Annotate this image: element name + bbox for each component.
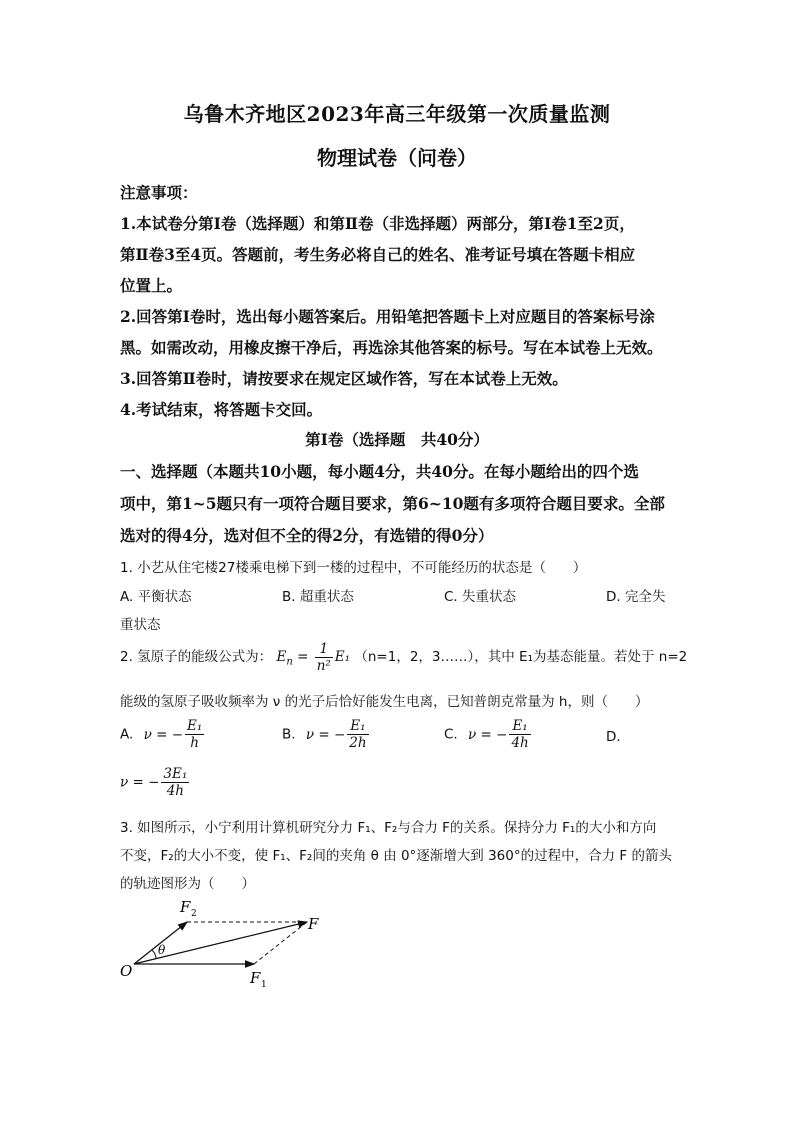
label-o: O [120,962,133,980]
option-fraction [185,718,204,751]
question-2-option-d-label: D. [606,729,621,745]
option-num: E₁ [187,718,203,734]
formula-num: 1 [315,641,333,658]
option-den: 4h [511,735,529,751]
option-label: C. [444,726,458,743]
question-2-stem-line2: 能级的氢原子吸收频率为 ν 的光子后恰好能发生电离，已知普朗克常量为 h，则（ ） [120,694,649,710]
notes-line: 黑。如需改动，用橡皮擦干净后，再选涂其他答案的标号。写在本试卷上无效。 [120,338,663,357]
question-1-option-d: D. 完全失 [606,589,666,605]
question-1-stem: 1. 小艺从住宅楼27楼乘电梯下到一楼的过程中，不可能经历的状态是（ ） [120,560,587,576]
question-2-option-b [282,718,371,751]
notes-line: 2.回答第Ⅰ卷时，选出每小题答案后。用铅笔把答题卡上对应题目的答案标号涂 [120,307,655,326]
label-f2: F [180,898,191,916]
formula-lhs: E [276,649,287,665]
option-prefix: ν = − [143,726,184,743]
question-1-option-b: B. 超重状态 [282,589,354,605]
force-parallelogram-diagram [112,892,342,992]
label-theta: θ [158,943,166,957]
question-1-option-c: C. 失重状态 [444,589,517,605]
notes-line: 第Ⅱ卷3至4页。答题前，考生务必将自己的姓名、准考证号填在答题卡相应 [120,245,636,264]
question-3-line: 的轨迹图形为（ ） [120,876,255,892]
energy-formula [276,641,351,674]
option-label: B. [282,726,296,743]
question-1-option-d-continued: 重状态 [120,617,161,633]
option-num: 3E₁ [163,766,188,782]
formula-fraction [315,641,333,674]
option-den: 2h [349,735,367,751]
option-den: h [190,735,199,751]
section-desc-line: 选对的得4分，选对但不全的得2分，有选错的得0分） [120,526,494,545]
option-num: E₁ [509,718,530,735]
question-2-option-c [444,718,533,751]
formula-rhs: E₁ [334,649,351,665]
option-fraction [509,718,530,751]
option-fraction [161,766,189,799]
label-f: F [308,915,319,933]
section-desc-line: 项中，第1~5题只有一项符合题目要求，第6~10题有多项符合题目要求。全部 [120,494,665,513]
notes-heading: 注意事项： [120,183,198,202]
question-2-option-a [120,718,206,751]
section-title: 第Ⅰ卷（选择题 共40分） [305,430,489,449]
exam-title: 乌鲁木齐地区2023年高三年级第一次质量监测 [183,102,611,126]
formula-sub: n [286,656,293,668]
question-1-option-a: A. 平衡状态 [120,589,192,605]
label-f1-sub: 1 [261,980,267,990]
question-2-stem-suffix: （n=1，2，3……），其中 E₁为基态能量。若处于 n=2 [354,649,688,665]
option-prefix: ν = − [305,726,346,743]
option-prefix: ν = − [120,774,160,791]
question-3-line: 3. 如图所示，小宁利用计算机研究分力 F₁、F₂与合力 F的关系。保持分力 F₁的大小和方向 [120,820,657,836]
option-den: 4h [166,783,184,799]
option-num: E₁ [347,718,368,735]
option-label: A. [120,726,134,743]
theta-arc [152,950,156,959]
section-desc-line: 一、选择题（本题共10小题，每小题4分，共40分。在每小题给出的四个选 [120,462,639,481]
notes-line: 3.回答第Ⅱ卷时，请按要求在规定区域作答，写在本试卷上无效。 [120,369,568,388]
label-f2-sub: 2 [191,909,197,919]
option-fraction [347,718,368,751]
option-prefix: ν = − [468,726,508,743]
notes-line: 位置上。 [120,276,183,295]
formula-den: n² [316,658,331,674]
exam-subtitle: 物理试卷（问卷） [317,146,477,170]
question-2-stem [120,641,687,674]
notes-line: 1.本试卷分第Ⅰ卷（选择题）和第Ⅱ卷（非选择题）两部分，第Ⅰ卷1至2页， [120,214,635,233]
question-3-line: 不变，F₂的大小不变，使 F₁、F₂间的夹角 θ 由 0°逐渐增大到 360°的过程中，合力 F 的箭头 [120,848,672,864]
question-2-option-d [120,766,191,799]
formula-eq: = [292,649,313,665]
question-2-stem-prefix: 2. 氢原子的能级公式为： [120,649,273,665]
label-f1: F [250,969,261,987]
notes-line: 4.考试结束，将答题卡交回。 [120,400,323,419]
